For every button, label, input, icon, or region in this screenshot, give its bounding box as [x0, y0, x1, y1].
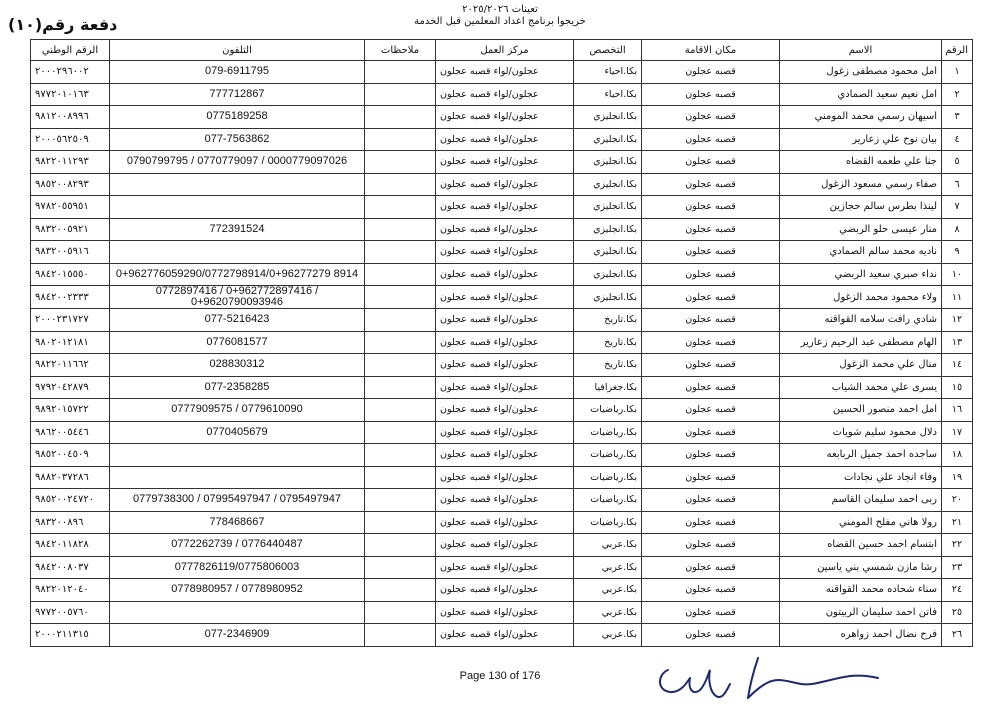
- cell-notes: [365, 173, 436, 196]
- cell-name: منار عيسى حلو الربضي: [780, 218, 942, 241]
- cell-workplace: عجلون/لواء قصبه عجلون: [436, 218, 574, 241]
- table-row: [31, 556, 973, 579]
- cell-idx: ١٧: [942, 421, 973, 444]
- cell-idx: ١٠: [942, 263, 973, 286]
- table-row: [31, 286, 973, 309]
- cell-residence: قصبه عجلون: [642, 534, 780, 557]
- cell-national-id: ٩٨٢٢٠١٢٠٤٠: [31, 579, 110, 602]
- cell-notes: [365, 511, 436, 534]
- cell-idx: ٧: [942, 196, 973, 219]
- cell-national-id: ٩٨٣٢٠٠٨٩٦: [31, 511, 110, 534]
- cell-specialty: بكا.رياضيات: [574, 444, 642, 467]
- table-row: [31, 601, 973, 624]
- cell-residence: قصبه عجلون: [642, 241, 780, 264]
- cell-workplace: عجلون/لواء قصبه عجلون: [436, 151, 574, 174]
- cell-notes: [365, 466, 436, 489]
- cell-name: منال علي محمد الزغول: [780, 354, 942, 377]
- cell-name: بيان نوح علي زعارير: [780, 128, 942, 151]
- cell-workplace: عجلون/لواء قصبه عجلون: [436, 106, 574, 129]
- cell-workplace: عجلون/لواء قصبه عجلون: [436, 444, 574, 467]
- cell-national-id: ٩٨٠٢٠١٢١٨١: [31, 331, 110, 354]
- cell-idx: ٩: [942, 241, 973, 264]
- cell-notes: [365, 331, 436, 354]
- cell-phone: [110, 173, 365, 196]
- cell-phone: 0777909575 / 0779610090: [110, 399, 365, 422]
- cell-notes: [365, 309, 436, 332]
- cell-workplace: عجلون/لواء قصبه عجلون: [436, 263, 574, 286]
- cell-name: امل احمد منصور الحسين: [780, 399, 942, 422]
- cell-workplace: عجلون/لواء قصبه عجلون: [436, 83, 574, 106]
- table-row: [31, 173, 973, 196]
- cell-workplace: عجلون/لواء قصبه عجلون: [436, 511, 574, 534]
- cell-notes: [365, 241, 436, 264]
- cell-specialty: بكا.تاريخ: [574, 309, 642, 332]
- cell-residence: قصبه عجلون: [642, 444, 780, 467]
- cell-specialty: بكا.احياء: [574, 61, 642, 84]
- cell-residence: قصبه عجلون: [642, 128, 780, 151]
- cell-national-id: ٩٨٥٢٠٠٤٥٠٩: [31, 444, 110, 467]
- cell-residence: قصبه عجلون: [642, 83, 780, 106]
- cell-national-id: ٩٧٩٢٠٤٢٨٧٩: [31, 376, 110, 399]
- cell-national-id: ٢٠٠٠٢٣١٧٢٧: [31, 309, 110, 332]
- cell-workplace: عجلون/لواء قصبه عجلون: [436, 376, 574, 399]
- cell-workplace: عجلون/لواء قصبه عجلون: [436, 601, 574, 624]
- cell-phone: 0778980957 / 0778980952: [110, 579, 365, 602]
- cell-workplace: عجلون/لواء قصبه عجلون: [436, 489, 574, 512]
- cell-specialty: بكا.انجليزي: [574, 173, 642, 196]
- cell-residence: قصبه عجلون: [642, 624, 780, 647]
- cell-workplace: عجلون/لواء قصبه عجلون: [436, 196, 574, 219]
- cell-name: اسيهان رسمي محمد المومني: [780, 106, 942, 129]
- cell-idx: ٤: [942, 128, 973, 151]
- cell-notes: [365, 286, 436, 309]
- cell-specialty: بكا.رياضيات: [574, 511, 642, 534]
- table-row: [31, 241, 973, 264]
- document-subtitle: خريجوا برنامج اعداد المعلمين قبل الخدمة: [414, 16, 586, 27]
- cell-idx: ٣: [942, 106, 973, 129]
- cell-idx: ٥: [942, 151, 973, 174]
- cell-notes: [365, 421, 436, 444]
- cell-specialty: بكا.عربي: [574, 556, 642, 579]
- cell-idx: ٢٣: [942, 556, 973, 579]
- cell-phone: 777712867: [110, 83, 365, 106]
- cell-specialty: بكا.انجليزي: [574, 263, 642, 286]
- cell-residence: قصبه عجلون: [642, 466, 780, 489]
- cell-phone: 778468667: [110, 511, 365, 534]
- cell-phone: 0790799795 / 0770779097 / 0000779097026: [110, 151, 365, 174]
- cell-name: ابتسام احمد حسين القضاه: [780, 534, 942, 557]
- cell-name: وفاء انجاد علي نجادات: [780, 466, 942, 489]
- cell-idx: ١٣: [942, 331, 973, 354]
- cell-workplace: عجلون/لواء قصبه عجلون: [436, 556, 574, 579]
- cell-phone: 0776081577: [110, 331, 365, 354]
- cell-name: يسرى علي محمد الشياب: [780, 376, 942, 399]
- cell-notes: [365, 196, 436, 219]
- cell-national-id: ٩٨٢٢٠١١٦٦٢: [31, 354, 110, 377]
- cell-national-id: ٩٨٨٢٠٣٧٢٨٦: [31, 466, 110, 489]
- table-row: [31, 309, 973, 332]
- cell-name: شادي رافت سلامه القواقنه: [780, 309, 942, 332]
- cell-notes: [365, 61, 436, 84]
- cell-specialty: بكا.انجليزي: [574, 196, 642, 219]
- cell-specialty: بكا.انجليزي: [574, 286, 642, 309]
- cell-national-id: ٩٨٤٢٠١١٨٢٨: [31, 534, 110, 557]
- cell-residence: قصبه عجلون: [642, 309, 780, 332]
- cell-residence: قصبه عجلون: [642, 354, 780, 377]
- cell-specialty: بكا.انجليزي: [574, 218, 642, 241]
- cell-idx: ٨: [942, 218, 973, 241]
- cell-national-id: ٩٨٤٢٠١٥٥٥٠: [31, 263, 110, 286]
- cell-phone: 077-2358285: [110, 376, 365, 399]
- cell-workplace: عجلون/لواء قصبه عجلون: [436, 399, 574, 422]
- table-row: [31, 83, 973, 106]
- cell-idx: ٢٠: [942, 489, 973, 512]
- cell-name: جنا علي طعمه القضاه: [780, 151, 942, 174]
- cell-residence: قصبه عجلون: [642, 331, 780, 354]
- cell-national-id: ٩٧٨٢٠٥٥٩٥١: [31, 196, 110, 219]
- cell-notes: [365, 151, 436, 174]
- table-row: [31, 511, 973, 534]
- cell-name: لينذا بطرس سالم حجازين: [780, 196, 942, 219]
- cell-name: نداء صبري سعيد الربضي: [780, 263, 942, 286]
- cell-residence: قصبه عجلون: [642, 601, 780, 624]
- cell-workplace: عجلون/لواء قصبه عجلون: [436, 173, 574, 196]
- col-header-phone: التلفون: [110, 40, 365, 61]
- cell-name: صفاء رسمي مسعود الزغول: [780, 173, 942, 196]
- cell-phone: [110, 241, 365, 264]
- cell-idx: ١٥: [942, 376, 973, 399]
- cell-notes: [365, 579, 436, 602]
- cell-specialty: بكا.رياضيات: [574, 399, 642, 422]
- cell-name: فاتن احمد سليمان الربيتون: [780, 601, 942, 624]
- cell-national-id: ٩٨٣٢٠٠٥٩١٦: [31, 241, 110, 264]
- cell-idx: ٢٦: [942, 624, 973, 647]
- cell-residence: قصبه عجلون: [642, 556, 780, 579]
- cell-workplace: عجلون/لواء قصبه عجلون: [436, 624, 574, 647]
- cell-workplace: عجلون/لواء قصبه عجلون: [436, 579, 574, 602]
- cell-phone: 0+962776059290/0772798914/0+96277279 8914: [110, 263, 365, 286]
- cell-idx: ٢٢: [942, 534, 973, 557]
- batch-number: دفعة رقم(١٠): [8, 15, 118, 34]
- cell-specialty: بكا.تاريخ: [574, 354, 642, 377]
- cell-national-id: ٩٨٩٢٠١٥٧٢٢: [31, 399, 110, 422]
- cell-specialty: بكا.انجليزي: [574, 241, 642, 264]
- cell-residence: قصبه عجلون: [642, 286, 780, 309]
- cell-notes: [365, 601, 436, 624]
- cell-workplace: عجلون/لواء قصبه عجلون: [436, 534, 574, 557]
- cell-idx: ٢٥: [942, 601, 973, 624]
- cell-idx: ١١: [942, 286, 973, 309]
- cell-name: دلال محمود سليم شويات: [780, 421, 942, 444]
- table-row: [31, 61, 973, 84]
- cell-specialty: بكا.عربي: [574, 534, 642, 557]
- table-row: [31, 421, 973, 444]
- cell-idx: ٢١: [942, 511, 973, 534]
- cell-residence: قصبه عجلون: [642, 173, 780, 196]
- cell-national-id: ٩٨٤٢٠٠٨٠٣٧: [31, 556, 110, 579]
- cell-phone: 0770405679: [110, 421, 365, 444]
- cell-residence: قصبه عجلون: [642, 511, 780, 534]
- cell-workplace: عجلون/لواء قصبه عجلون: [436, 128, 574, 151]
- col-header-idx: الرقم: [942, 40, 973, 61]
- cell-national-id: ٩٨٢٢٠١١٢٩٣: [31, 151, 110, 174]
- cell-specialty: بكا.احياء: [574, 83, 642, 106]
- cell-name: رشا مازن شمسي بني ياسين: [780, 556, 942, 579]
- cell-workplace: عجلون/لواء قصبه عجلون: [436, 466, 574, 489]
- col-header-workplace: مركز العمل: [436, 40, 574, 61]
- cell-idx: ١٦: [942, 399, 973, 422]
- cell-specialty: بكا.رياضيات: [574, 466, 642, 489]
- cell-notes: [365, 489, 436, 512]
- cell-phone: 028830312: [110, 354, 365, 377]
- cell-phone: 0775189258: [110, 106, 365, 129]
- cell-phone: 0772897416 / 0+962772897416 / 0+9620790093946: [110, 286, 365, 309]
- col-header-residence: مكان الاقامة: [642, 40, 780, 61]
- cell-workplace: عجلون/لواء قصبه عجلون: [436, 354, 574, 377]
- cell-name: ناديه محمد سالم الصمادي: [780, 241, 942, 264]
- cell-idx: ٢٤: [942, 579, 973, 602]
- table-row: [31, 151, 973, 174]
- cell-name: الهام مصطفى عبد الرحيم زعارير: [780, 331, 942, 354]
- cell-notes: [365, 399, 436, 422]
- cell-notes: [365, 534, 436, 557]
- cell-specialty: بكا.تاريخ: [574, 331, 642, 354]
- cell-specialty: بكا.رياضيات: [574, 489, 642, 512]
- cell-national-id: ٢٠٠٠٥٦٢٥٠٩: [31, 128, 110, 151]
- cell-national-id: ٩٨١٢٠٠٨٩٩٦: [31, 106, 110, 129]
- table-row: [31, 218, 973, 241]
- cell-notes: [365, 263, 436, 286]
- cell-specialty: بكا.عربي: [574, 579, 642, 602]
- cell-phone: [110, 444, 365, 467]
- cell-phone: 0772262739 / 0776440487: [110, 534, 365, 557]
- table-row: [31, 444, 973, 467]
- cell-residence: قصبه عجلون: [642, 196, 780, 219]
- cell-workplace: عجلون/لواء قصبه عجلون: [436, 286, 574, 309]
- cell-phone: [110, 601, 365, 624]
- col-header-name: الاسم: [780, 40, 942, 61]
- cell-national-id: ٩٨٥٢٠٠٨٢٩٣: [31, 173, 110, 196]
- page-number: Page 130 of 176: [459, 670, 541, 682]
- cell-specialty: بكا.انجليزي: [574, 151, 642, 174]
- cell-notes: [365, 83, 436, 106]
- table-body: [31, 61, 973, 647]
- cell-name: ساجده احمد جميل الربابعه: [780, 444, 942, 467]
- cell-national-id: ٩٨٣٢٠٠٥٩٢١: [31, 218, 110, 241]
- cell-national-id: ٩٨٤٢٠٠٢٣٣٣: [31, 286, 110, 309]
- cell-residence: قصبه عجلون: [642, 61, 780, 84]
- table-row: [31, 263, 973, 286]
- table-row: [31, 196, 973, 219]
- appointments-table: [30, 39, 973, 647]
- cell-idx: ١: [942, 61, 973, 84]
- cell-residence: قصبه عجلون: [642, 106, 780, 129]
- cell-idx: ٦: [942, 173, 973, 196]
- table-row: [31, 106, 973, 129]
- cell-residence: قصبه عجلون: [642, 151, 780, 174]
- cell-residence: قصبه عجلون: [642, 399, 780, 422]
- cell-notes: [365, 128, 436, 151]
- cell-national-id: ٩٧٧٢٠١٠١٦٣: [31, 83, 110, 106]
- cell-notes: [365, 218, 436, 241]
- cell-idx: ٢: [942, 83, 973, 106]
- table-row: [31, 399, 973, 422]
- cell-national-id: ٩٧٧٢٠٠٥٧٦٠: [31, 601, 110, 624]
- cell-notes: [365, 624, 436, 647]
- table-row: [31, 489, 973, 512]
- cell-workplace: عجلون/لواء قصبه عجلون: [436, 241, 574, 264]
- document-title: تعينات ٢٠٢٥/٢٠٢٦: [462, 4, 538, 15]
- cell-specialty: بكا.عربي: [574, 624, 642, 647]
- table-row: [31, 331, 973, 354]
- cell-workplace: عجلون/لواء قصبه عجلون: [436, 309, 574, 332]
- cell-residence: قصبه عجلون: [642, 489, 780, 512]
- cell-workplace: عجلون/لواء قصبه عجلون: [436, 421, 574, 444]
- cell-national-id: ٩٨٥٢٠٠٢٤٧٢٠: [31, 489, 110, 512]
- cell-notes: [365, 556, 436, 579]
- cell-residence: قصبه عجلون: [642, 263, 780, 286]
- cell-specialty: بكا.انجليزي: [574, 106, 642, 129]
- cell-residence: قصبه عجلون: [642, 579, 780, 602]
- cell-notes: [365, 444, 436, 467]
- cell-residence: قصبه عجلون: [642, 376, 780, 399]
- cell-phone: 0779738300 / 07995497947 / 0795497947: [110, 489, 365, 512]
- cell-residence: قصبه عجلون: [642, 421, 780, 444]
- cell-specialty: بكا.رياضيات: [574, 421, 642, 444]
- cell-specialty: بكا.جغرافيا: [574, 376, 642, 399]
- col-header-notes: ملاحظات: [365, 40, 436, 61]
- cell-national-id: ٩٨٦٢٠٠٥٤٤٦: [31, 421, 110, 444]
- cell-phone: 077-7563862: [110, 128, 365, 151]
- cell-idx: ١٩: [942, 466, 973, 489]
- cell-name: رولا هاني مفلح المومني: [780, 511, 942, 534]
- cell-name: فرح نضال احمد زواهره: [780, 624, 942, 647]
- cell-specialty: بكا.عربي: [574, 601, 642, 624]
- cell-notes: [365, 376, 436, 399]
- table-row: [31, 534, 973, 557]
- cell-workplace: عجلون/لواء قصبه عجلون: [436, 331, 574, 354]
- cell-name: امل نعيم سعيد الصمادي: [780, 83, 942, 106]
- cell-idx: ١٨: [942, 444, 973, 467]
- col-header-national-id: الرقم الوطني: [31, 40, 110, 61]
- col-header-specialty: التخصص: [574, 40, 642, 61]
- cell-phone: [110, 196, 365, 219]
- cell-name: ربى احمد سليمان القاسم: [780, 489, 942, 512]
- table-row: [31, 354, 973, 377]
- cell-idx: ١٢: [942, 309, 973, 332]
- table-row: [31, 128, 973, 151]
- cell-idx: ١٤: [942, 354, 973, 377]
- table-row: [31, 579, 973, 602]
- table-row: [31, 376, 973, 399]
- cell-name: سناء شحاده محمد القواقنه: [780, 579, 942, 602]
- cell-phone: [110, 466, 365, 489]
- table-header-row: [31, 40, 973, 61]
- cell-name: ولاء محمود محمد الزغول: [780, 286, 942, 309]
- cell-residence: قصبه عجلون: [642, 218, 780, 241]
- cell-national-id: ٢٠٠٠٢٩٦٠٠٢: [31, 61, 110, 84]
- cell-workplace: عجلون/لواء قصبه عجلون: [436, 61, 574, 84]
- cell-notes: [365, 106, 436, 129]
- cell-national-id: ٢٠٠٠٢١١٣١٥: [31, 624, 110, 647]
- table-row: [31, 466, 973, 489]
- cell-phone: 077-2346909: [110, 624, 365, 647]
- cell-specialty: بكا.انجليزي: [574, 128, 642, 151]
- cell-phone: 772391524: [110, 218, 365, 241]
- cell-notes: [365, 354, 436, 377]
- cell-phone: 0777826119/0775806003: [110, 556, 365, 579]
- cell-phone: 077-5216423: [110, 309, 365, 332]
- cell-name: امل محمود مصطفى زغول: [780, 61, 942, 84]
- cell-phone: 079-6911795: [110, 61, 365, 84]
